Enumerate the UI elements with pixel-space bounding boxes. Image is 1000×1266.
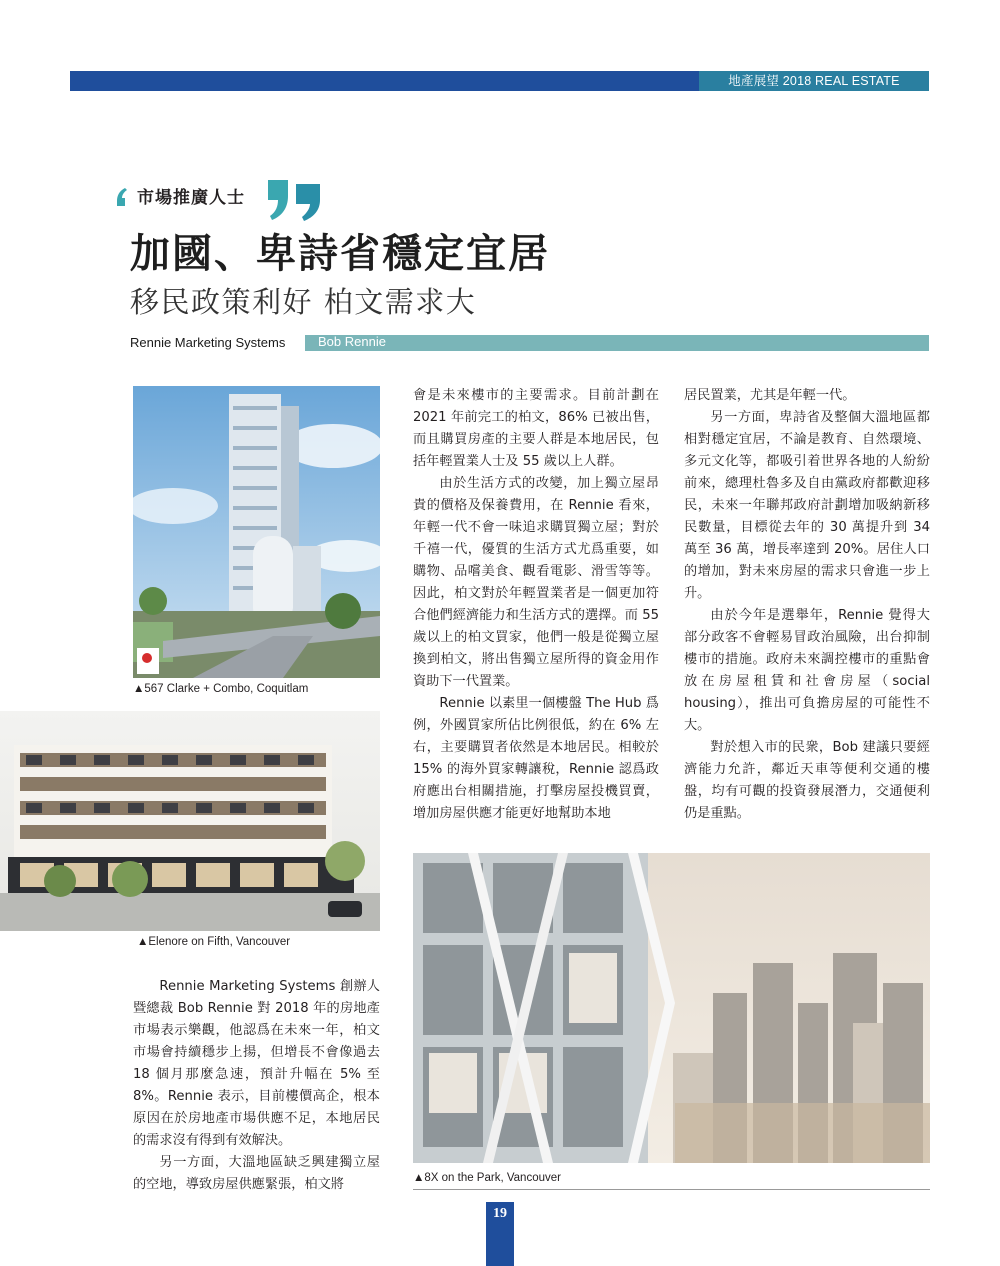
- paragraph: 由於生活方式的改變，加上獨立屋昂貴的價格及保養費用，在 Rennie 看來，年輕一代不會一味追求購買獨立屋；對於千禧一代，優質的生活方式尤爲重要，如購物、品嚐美食、觀看電影、滑雪等等。因此，柏文對於年輕置業者是一個更加符合他們經濟能力和生活方式的選擇。而 55 歲以上的柏文買家，他們一般是從獨立屋換到柏文，將出售獨立屋所得的資金用作資助下一代置業。: [413, 476, 659, 689]
- headline: 加國、卑詩省穩定宜居: [130, 231, 550, 277]
- column-left: [133, 976, 380, 1196]
- close-quote-icon: [264, 178, 324, 222]
- column-middle: [413, 385, 659, 825]
- photo-8x-on-the-park: [413, 853, 930, 1163]
- page-number: 19: [493, 1206, 507, 1221]
- paragraph: 會是未來樓市的主要需求。目前計劃在 2021 年前完工的柏文，86% 已被出售，而且購買房產的主要人群是本地居民，包括年輕置業人士及 55 歲以上人群。: [413, 388, 659, 469]
- subheadline: 移民政策利好 柏文需求大: [130, 285, 477, 319]
- byline-author: Bob Rennie: [318, 334, 386, 349]
- byline-bar: [305, 335, 929, 351]
- paragraph: 由於今年是選舉年，Rennie 覺得大部分政客不會輕易冒政治風險，出台抑制樓市的措施。政府未來調控樓市的重點會放在房屋租賃和社會房屋（social housing），推出可負擔房屋的可能性不大。: [684, 608, 930, 733]
- header-label: 地產展望 2018 REAL ESTATE OUTLOOK: [728, 74, 900, 108]
- caption-photo1: ▲567 Clarke + Combo, Coquitlam: [133, 683, 309, 695]
- divider: [413, 1189, 930, 1190]
- column-right: [684, 385, 930, 825]
- paragraph: 居民置業，尤其是年輕一代。: [684, 388, 856, 403]
- photo-elenore-fifth: [0, 711, 380, 931]
- caption-photo3: ▲8X on the Park, Vancouver: [413, 1172, 561, 1184]
- header-band: [70, 71, 699, 91]
- section-tag: 市場推廣人士: [137, 188, 245, 208]
- open-quote-icon: [113, 186, 133, 208]
- byline-company: Rennie Marketing Systems: [130, 335, 286, 350]
- paragraph: 另一方面，大溫地區缺乏興建獨立屋的空地，導致房屋供應緊張，柏文將: [133, 1155, 380, 1192]
- paragraph: 對於想入市的民衆，Bob 建議只要經濟能力允許，鄰近天車等便利交通的樓盤，均有可觀的投資發展潛力，交通便利仍是重點。: [684, 740, 930, 821]
- paragraph: 另一方面，卑詩省及整個大溫地區都相對穩定宜居，不論是教育、自然環境、多元文化等，都吸引着世界各地的人紛紛前來，總理杜魯多及自由黨政府都歡迎移民，未來一年聯邦政府計劃增加吸納新移民數量，目標從去年的 30 萬提升到 34 萬至 36 萬，增長率達到 20%。居住人口的增加，對未來房屋的需求只會進一步上升。: [684, 410, 930, 601]
- paragraph: Rennie Marketing Systems 創辦人暨總裁 Bob Rennie 對 2018 年的房地產市場表示樂觀，他認爲在未來一年，柏文市場會持續穩步上揚，但增長不會像過去 18 個月那麼急速，預計升幅在 5% 至 8%。Rennie 表示，目前樓價高企，根本原因在於房地產市場供應不足，本地居民的需求沒有得到有效解決。: [133, 979, 380, 1148]
- caption-photo2: ▲Elenore on Fifth, Vancouver: [137, 936, 291, 948]
- paragraph: Rennie 以素里一個樓盤 The Hub 爲例，外國買家所佔比例很低，約在 6% 左右，主要購買者依然是本地居民。相較於 15% 的海外買家轉讓稅，Rennie 認爲政府應出台相關措施，打擊房屋投機買賣，增加房屋供應才能更好地幫助本地: [413, 696, 659, 821]
- photo-tower-coquitlam: [133, 386, 380, 678]
